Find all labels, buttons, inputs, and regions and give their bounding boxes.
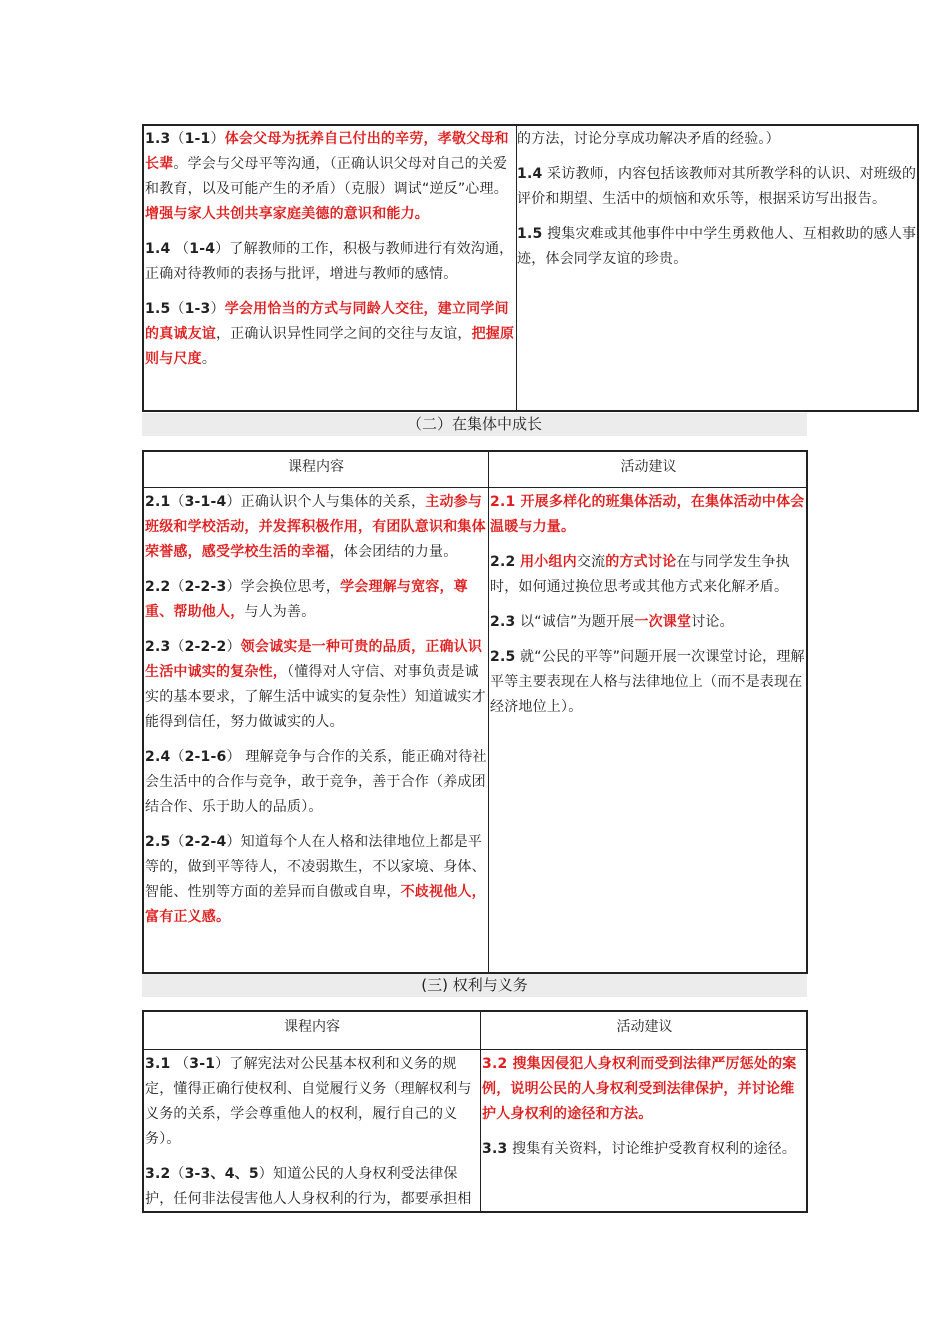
item-number: 1.4 [517,166,543,182]
paragraph [145,1052,479,1152]
activity-suggestion-column [517,126,919,410]
header-course-content: 课程内容 [284,1019,340,1035]
item-number: 1-3 [184,301,211,317]
highlighted-text: 增强与家人共创共享家庭美德的意识和能力。 [145,206,429,222]
body-text: 的方法，讨论分享成功解决矛盾的经验。） [517,131,780,147]
paragraph [145,127,516,227]
paragraph [145,635,487,735]
header-activity-suggestion: 活动建议 [616,1019,673,1035]
activity-list [517,127,919,272]
body-text: 就“公民的平等”问题开展一次课堂讨论，理解平等主要表现在人格与法律地位上（而不是表现在经济地位上）。 [490,649,805,715]
body-text: ）正确认识个人与集体的关系， [226,494,426,510]
paragraph [482,1052,807,1127]
body-text: （ [170,301,185,317]
section-title: （二）在集体中成长 [142,413,807,436]
activity-suggestion-column [481,1052,808,1172]
paragraph [145,237,516,287]
paragraph [517,127,919,152]
body-text: （ [170,131,185,147]
item-number: 2.5 [490,649,516,665]
paragraph [517,162,919,212]
item-number: 2.3 [145,639,171,655]
body-text: 搜集有关资料，讨论维护受教育权利的途径。 [507,1141,797,1157]
course-content-column [145,126,516,410]
item-number: 1-4 [189,241,216,257]
item-number: 1.5 [517,226,543,242]
item-number: 1.3 [145,131,171,147]
content-list [145,127,516,372]
paragraph [145,1162,479,1211]
table-section-2 [142,450,808,974]
paragraph [145,830,487,930]
item-number: 2.4 [145,749,171,765]
paragraph [145,490,487,565]
item-number: 2.1 [145,494,171,510]
highlighted-text: 把握原则与尺度 [145,326,515,367]
highlighted-text: 主动参与班级和学校活动，并发挥积极作用，有团队意识和集体荣誉感，感受学校生活的幸福 [145,494,486,560]
item-number: 2-2-3 [184,579,227,595]
table-section-3 [142,1010,808,1213]
body-text: （懂得对人守信、对事负责是诚实的基本要求，了解生活中诚实的复杂性）知道诚实才能得到信任，努力做诚实的人。 [145,664,486,730]
activity-list [482,1052,807,1162]
highlighted-text: 领会诚实是一种可贵的品质，正确认识生活中诚实的复杂性， [145,639,483,680]
paragraph [490,550,807,600]
content-list [145,490,487,930]
highlighted-text: 学会用恰当的方式与同龄人交往，建立同学间的真诚友谊 [145,301,509,342]
item-number: 2.3 [490,614,516,630]
item-number: 3-1 [189,1056,216,1072]
body-text: 以“诚信”为题开展 [515,614,635,630]
body-text: （ [170,494,185,510]
body-text: ）了解教师的工作，积极与教师进行有效沟通，正确对待教师的表扬与批评，增进与教师的感情。 [145,241,514,282]
content-list [145,1052,479,1211]
activity-suggestion-column [489,490,808,730]
body-text: （ [170,749,185,765]
item-number: 2.5 [145,834,171,850]
body-text: 采访教师，内容包括该教师对其所教学科的认识、对班级的评价和期望、生活中的烦恼和欢乐等，根据采访写出报告。 [517,166,917,207]
body-text: ）学会换位思考， [226,579,341,595]
paragraph [145,745,487,820]
body-text: ）了解宪法对公民基本权利和义务的规定，懂得正确行使权利、自觉履行义务（理解权利与义务的关系，学会尊重他人的权利，履行自己的义务）。 [145,1056,472,1147]
body-text: （ [170,1166,185,1182]
body-text: （ [170,241,190,257]
highlighted-text: 用小组内 [520,554,577,570]
body-text: ）知道公民的人身权利受法律保护，任何非法侵害他人人身权利的行为，都要承担相 [145,1166,472,1207]
paragraph [482,1137,807,1162]
body-text: 交流 [576,554,606,570]
body-text: （ [170,834,185,850]
header-activity-suggestion: 活动建议 [620,459,677,475]
body-text: ） [226,639,241,655]
body-text: ） [210,131,225,147]
body-text: 搜集灾难或其他事件中中学生勇救他人、互相救助的感人事迹，体会同学友谊的珍贵。 [517,226,917,267]
body-text: 在与同学发生争执时，如何通过换位思考或其他方式来化解矛盾。 [490,554,790,595]
body-text: （ [170,579,185,595]
body-text: 。 [201,351,217,367]
paragraph [490,610,807,635]
item-number: 2-2-4 [184,834,227,850]
item-number: 2-2-2 [184,639,227,655]
course-content-column [144,490,488,940]
item-number: 3-1-4 [184,494,227,510]
item-number: 3-3、4、5 [184,1166,259,1182]
highlighted-text: 一次课堂 [634,614,692,630]
header-divider [144,487,806,488]
item-number: 1.5 [145,301,171,317]
paragraph [145,575,487,625]
item-number: 1-1 [184,131,211,147]
highlighted-text: 体会父母为抚养自己付出的辛劳，孝敬父母和长辈 [145,131,509,172]
header-divider [144,1049,806,1050]
body-text: ，正确认识异性同学之间的交往与友谊， [216,326,472,342]
paragraph [517,222,919,272]
course-content-column [144,1052,480,1211]
item-number: 2.2 [145,579,171,595]
table-section-1 [142,124,919,412]
item-number: 3.1 [145,1056,171,1072]
paragraph [490,645,807,720]
body-text: ） 理解竞争与合作的关系，能正确对待社会生活中的合作与竞争，敢于竞争，善于合作（养成团结合作、乐于助人的品质）。 [145,749,487,815]
header-course-content: 课程内容 [288,459,344,475]
highlighted-text: 不歧视他人，富有正义感。 [145,884,486,925]
item-number: 3.2 [145,1166,171,1182]
item-number: 3.3 [482,1141,508,1157]
highlighted-text: 学会理解与宽容，尊重、帮助他人， [145,579,468,620]
body-text: （ [170,639,185,655]
item-number: 2.2 [490,554,516,570]
item-number: 1.4 [145,241,171,257]
body-text: 讨论。 [691,614,734,630]
section-title: (三) 权利与义务 [142,974,807,997]
body-text: ）知道每个人在人格和法律地位上都是平等的，做到平等待人，不凌弱欺生，不以家境、身体、智能、性别等方面的差异而自傲或自卑， [145,834,486,900]
body-text: ，体会团结的力量。 [329,544,458,560]
highlighted-text: 的方式讨论 [605,554,677,570]
body-text: 。学会与父母平等沟通，（正确认识父母对自己的关爱和教育，以及可能产生的矛盾）（克服）调试“逆反”心理。 [145,156,508,197]
body-text: （ [170,1056,190,1072]
activity-list [490,490,807,720]
item-number: 2-1-6 [184,749,227,765]
body-text: ） [210,301,225,317]
paragraph [490,490,807,540]
body-text: 与人为善。 [244,604,316,620]
paragraph [145,297,516,372]
highlighted-text: 2.1 开展多样化的班集体活动，在集体活动中体会温暖与力量。 [490,494,805,535]
highlighted-text: 3.2 搜集因侵犯人身权利而受到法律严厉惩处的案例，说明公民的人身权利受到法律保护，并讨论维护人身权利的途径和方法。 [482,1056,797,1122]
